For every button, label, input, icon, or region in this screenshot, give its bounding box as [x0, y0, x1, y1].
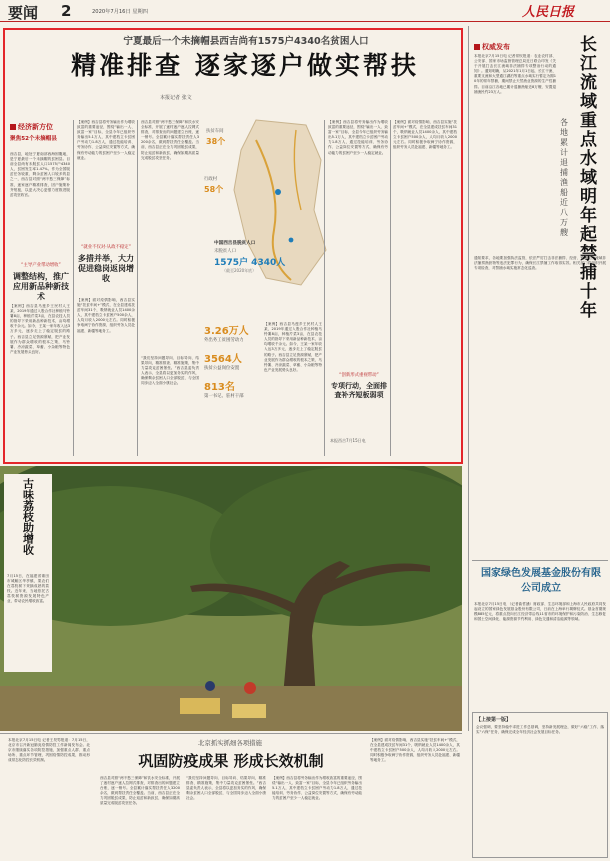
right-section-head [474, 42, 510, 52]
right-col-headline[interactable]: 长江流域重点水域明年起禁捕十年 [580, 35, 597, 321]
town-marker [289, 238, 294, 243]
section-marker-icon [10, 124, 16, 130]
mid-subhead-1: “主导产业带动增收” [21, 263, 61, 268]
right-col-rule [472, 560, 608, 561]
green-fund-body: 本报北京7月15日电 （记者曲哲涵）财政部、生态环境部和上海市人民政府共同发起设立的国家绿色发展基金股份有限公司，日前在上海举行揭牌仪式。基金首期规模885亿元，将重点投向长江经济带沿线11省市的环境保护和污染防治、生态修复和国土空间绿化、能源资源节约利用、绿色交通和清洁能源等领域。 [474, 602, 606, 622]
stat-value: 813名 [204, 382, 235, 393]
lead-byline: 本报记者 张文 [160, 95, 192, 101]
lead-dateline: 本报西吉7月15日电 [330, 438, 366, 443]
stat-label: 外出务工贫困劳动力 [204, 338, 244, 343]
left-section-title: 经济新方位 [18, 123, 53, 131]
page-number: 2 [61, 2, 72, 20]
col-body-7: 【案例】面对疫情影响，西吉县实施“扶贫车间+”模式，在全县建成扶贫车间31个，吸纳就业人员1400余人，其中建档立卡贫困户500余人，人均月收入2000元左右。同时积极争取闽宁协作资源，组织劳务人员赴福建、新疆等地务工。 [393, 120, 457, 150]
section-title: 要闻 [8, 4, 39, 22]
mid-subhead-3: “创新形式重视带动” [339, 373, 379, 378]
left-section-head [10, 122, 70, 142]
column-divider [390, 120, 391, 456]
stat-value: 3.26万人 [204, 326, 249, 337]
col-body-2: 【案例】西吉县将劳务输出作为增收致富的重要途径，围绕“输出一人、致富一家”目标，全县今年已组织劳务输出5.1万人，其中建档立卡贫困户劳动力1.8万人，通过技能培训、劳务协作、公益岗位安置等方式，确保有劳动能力的贫困户至少一人稳定就业。 [77, 120, 135, 160]
stat-value: 3564人 [204, 354, 242, 365]
right-box-body: 会议强调，要坚持稳中求进工作总基调，坚持新发展理念，做好“六稳”工作、落实“六保”任务，确保完成全年经济社会发展目标任务。 [476, 725, 604, 735]
mid-subhead-2: “就业不仅对·从政不稳定” [81, 245, 131, 250]
map-callout-value: 38个 [206, 137, 226, 146]
ground [0, 686, 462, 731]
map-callout-label: 未脱贫人口 [214, 249, 236, 254]
col-body-5: 【案例】西吉县马莲乡王民村人王某，2019年通过入股合作社种植马铃薯8亩，种植芹菜3亩，在县农技人员的指导下采用新品种新技术，亩均增收千余元。如今，王某一家年收入达3万多元，逐步走上了稳定脱贫的路子。西吉县立足资源禀赋，把产业发展作为群众增收的根本之策，马铃薯、冷凉蔬菜、草畜、小杂粮等特色产业发展势头良好。 [264, 322, 322, 372]
col-body-3: 【案例】面对疫情影响，西吉县实施“扶贫车间+”模式，在全县建成扶贫车间31个，吸纳就业人员1400余人，其中建档立卡贫困户500余人，人均月收入2000元左右。同时积极争取闽宁协作资源，组织劳务人员赴福建、新疆等地务工。 [77, 298, 135, 333]
right-section-title: 权威发布 [482, 43, 510, 51]
column-divider [73, 120, 74, 456]
right-box-title: 【上接第一版】 [476, 717, 512, 723]
col-body-6: 【案例】西吉县将劳务输出作为增收致富的重要途径，围绕“输出一人、致富一家”目标，全县今年已组织劳务输出5.1万人，其中建档立卡贫困户劳动力1.8万人，通过技能培训、劳务协作、公益岗位安置等方式，确保有劳动能力的贫困户至少一人稳定就业。 [328, 120, 388, 155]
map-callout-value: 58个 [204, 185, 224, 194]
town-marker [275, 189, 281, 195]
newspaper-logo[interactable]: 人民日报 [522, 5, 575, 20]
left-section-sub: 聚焦52个未摘帽县 [10, 136, 57, 142]
mid-quote-2: 多措并举，大力促进稳岗返岗增收 [78, 254, 134, 283]
bottom-body-3: “我们坚持问题导向、目标导向、结果导向，精准排查、精准施策，集中力量攻克贫困堡垒。”西吉县委负责人表示，全县将以更加务实的作风，确保剩余贫困人口全部脱贫，与全国同步迈入全面小康社会。 [186, 776, 266, 801]
bottom-body-4: 【案例】西吉县将劳务输出作为增收致富的重要途径，围绕“输出一人、致富一家”目标，全县今年已组织劳务输出5.1万人，其中建档立卡贫困户劳动力1.8万人，通过技能培训、劳务协作、公益岗位安置等方式，确保有劳动能力的贫困户至少一人稳定就业。 [272, 776, 362, 801]
bottom-rule [0, 733, 462, 734]
right-col-body-cont: 通知要求，各地要加强执法监管，依法严厉打击非法捕捞、经营、销售长江流域非法捕捞渔获物等违法犯罪行为，确保长江禁捕工作取得实效。相关部门将组织开展专项检查，对禁捕水域实施常态化巡查。 [474, 256, 606, 271]
photo-caption-headline: 古味荔枝助增收 [21, 478, 35, 555]
stat-item [204, 350, 260, 371]
section-marker-icon [474, 44, 480, 50]
stat-label: 扶贫公益岗位安置 [204, 366, 240, 371]
right-col-body: 本报北京7月15日电 记者常钦报道：农业农村部、公安部、国家市场监督管理总局近日联合印发《关于开展打击长江流域非法捕捞专项整治行动的通知》。通知明确，从2021年1月1日起，长江干流、重要支流和大型通江湖泊等重点水域实行暂定为期10年的常年禁捕，期间禁止天然渔业资源的生产性捕捞。目前沿江各地已累计退捕渔船近8万艘，安置退捕渔民约23万人。 [474, 54, 556, 94]
map-callout-label: 扶贫车间 [206, 129, 224, 134]
green-fund-headline[interactable]: 国家绿色发展基金股份有限公司成立 [481, 568, 601, 594]
col-body-4-cont: “我们坚持问题导向、目标导向、结果导向，精准排查、精准施策，集中力量攻克贫困堡垒。”西吉县委负责人表示，全县将以更加务实的作风，确保剩余贫困人口全部脱贫，与全国同步迈入全面小康社会。 [141, 356, 199, 386]
lead-headline[interactable]: 精准排查 逐家逐户做实帮扶 [71, 51, 419, 80]
map-callout-label: 行政村 [204, 177, 218, 182]
farmer-figure [244, 682, 256, 694]
stats-block [204, 322, 260, 399]
bottom-body-1: 本报北京7月15日电 记者王昊男报道：7月15日，北京市召开新冠肺炎疫情防控工作新闻发布会。北京市继续落实各项防控措施，加强重点人群、重点场所、重点环节管理，巩固疫情防控成果，推动形成常态化防控长效机制。 [8, 738, 90, 763]
map-caption: （截至2020年底） [222, 268, 257, 273]
stat-label: 第一书记、驻村干部 [204, 394, 244, 399]
right-col-divider [468, 26, 469, 731]
photo-caption-box [4, 474, 52, 672]
stat-item [204, 378, 260, 399]
farmer-figure [205, 681, 215, 691]
bottom-body-5: 【案例】面对疫情影响，西吉县实施“扶贫车间+”模式，在全县建成扶贫车间31个，吸纳就业人员1400余人，其中建档立卡贫困户500余人，人均月收入2000元左右。同时积极争取闽宁协作资源，组织劳务人员赴福建、新疆等地务工。 [370, 738, 460, 763]
right-col-subhead: 各地累计退捕渔船近八万艘 [560, 118, 568, 237]
lead-kicker[interactable]: 宁夏最后一个未摘帽县西吉尚有1575户4340名贫困人口 [123, 36, 369, 47]
column-divider [137, 120, 138, 456]
col-body-1: 【案例】西吉县马莲乡王民村人王某，2019年通过入股合作社种植马铃薯8亩，种植芹菜3亩，在县农技人员的指导下采用新品种新技术，亩均增收千余元。如今，王某一家年收入达3万多元，逐步走上了稳定脱贫的路子。西吉县立足资源禀赋，把产业发展作为群众增收的根本之策，马铃薯、冷凉蔬菜、草畜、小杂粮等特色产业发展势头良好。 [10, 304, 70, 354]
column-divider [324, 120, 325, 456]
map-callout-value: 1575户 4340人 [214, 258, 286, 268]
bottom-body-2: 西吉县对照“两不愁三保障”和饮水安全标准，开展了逐村逐户逐人拉网式排查，对排查出的问题建立台账，逐一销号。全县累计落实帮扶责任人3200余名，做到帮扶责任全覆盖。当前，西吉县正在全力巩固脱贫成果，防止返贫和新致贫，确保如期高质量完成脱贫攻坚任务。 [100, 776, 180, 806]
photo-caption-body: 7月15日，在福建省莆田市城厢区华亭镇，果农们在荔枝树下采摘成熟的荔枝。近年来，当地依托古荔枝树资源发展特色产业，带动农民增收致富。 [7, 574, 49, 604]
lychee-photo[interactable] [0, 466, 462, 731]
mid-quote-3: 专项行动，全面排查补齐短板弱项 [331, 382, 387, 399]
left-col-intro: 西吉县，地处宁夏南部西海固腹地，是宁夏最后一个未摘帽的贫困县。目前全县尚有未脱贫人口1575户4340人，贫困发生率1.47%。作为全国脱贫任务较重、剩余贫困人口较多的县之一，西吉县对照“两不愁三保障”标准，逐家逐户精准排查，因户施策补齐短板，以更大决心更强力度推进脱贫攻坚收官。 [10, 152, 70, 197]
col-body-4: 西吉县对照“两不愁三保障”和饮水安全标准，开展了逐村逐户逐人拉网式排查，对排查出的问题建立台账，逐一销号。全县累计落实帮扶责任人3200余名，做到帮扶责任全覆盖。当前，西吉县正在全力巩固脱贫成果，防止返贫和新致贫，确保如期高质量完成脱贫攻坚任务。 [141, 120, 199, 160]
map-title: 中国西吉县脱贫人口 [214, 241, 256, 246]
mid-quote-1: 调整结构，推广应用新品种新技术 [13, 272, 69, 301]
photo-graphic [0, 466, 462, 731]
fruit-basket [180, 698, 220, 714]
header-date: 2020年7月16日 星期四 [92, 9, 148, 15]
stat-item [204, 322, 260, 343]
right-bottom-box [472, 712, 608, 858]
bottom-kicker: 北京抓实抓细各项措施 [198, 739, 262, 747]
fruit-basket [232, 704, 266, 718]
bottom-headline[interactable]: 巩固防疫成果 形成长效机制 [138, 752, 324, 770]
